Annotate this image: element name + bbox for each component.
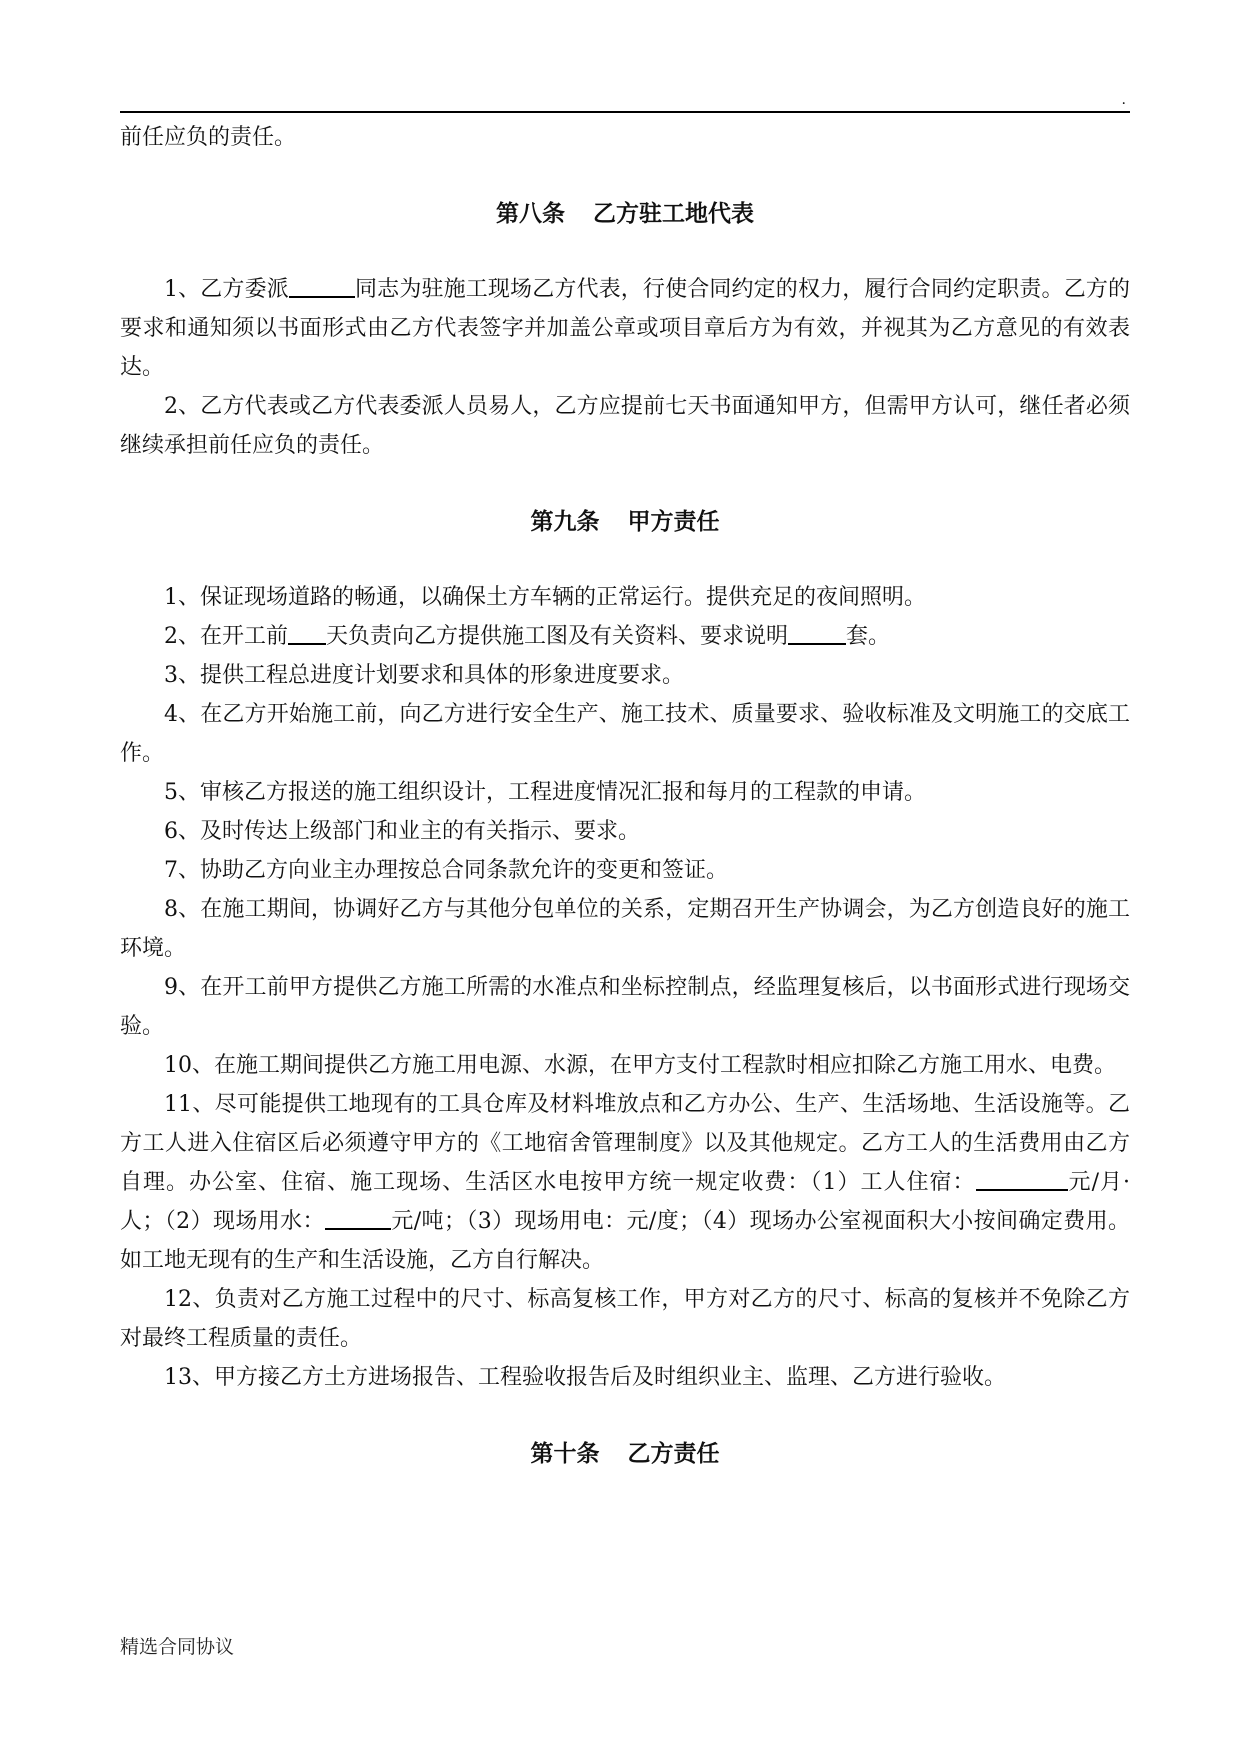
section-9-item-5: 5、审核乙方报送的施工组织设计，工程进度情况汇报和每月的工程款的申请。 — [164, 780, 926, 805]
header-rule — [120, 111, 1130, 113]
section-8-number: 第八条 — [496, 201, 565, 227]
section-9-item-11: 11、尽可能提供工地现有的工具仓库及材料堆放点和乙方办公、生产、生活场地、生活设施等。乙方工人进入住宿区后必须遵守甲方的《工地宿舍管理制度》以及其他规定。乙方工人的生活费用由乙方自理。办公室、住宿、施工现场、生活区水电按甲方统一规定收费：（1）工人住宿： 元/月·人；（2）现场用水： 元/吨；（3）现场用电：元/度；（4）现场办公室视面积大小按间确定费用。如工地无现有的生产和生活设施，乙方自行解决。 — [120, 1092, 1131, 1273]
section-9-item-4: 4、在乙方开始施工前，向乙方进行安全生产、施工技术、质量要求、验收标准及文明施工的交底工作。 — [120, 702, 1130, 766]
section-10-number: 第十条 — [530, 1441, 600, 1467]
section-10-heading: 乙方责任 — [627, 1441, 720, 1467]
section-8-item-2: 2、乙方代表或乙方代表委派人员易人，乙方应提前七天书面通知甲方，但需甲方认可，继任者必须继续承担前任应负的责任。 — [120, 394, 1130, 458]
document-page — [120, 0, 1130, 1754]
blank-days — [288, 621, 326, 645]
blank-lodging-fee — [976, 1167, 1068, 1191]
section-9-item-12: 12、负责对乙方施工过程中的尺寸、标高复核工作，甲方对乙方的尺寸、标高的复核并不免除乙方对最终工程质量的责任。 — [120, 1287, 1130, 1351]
section-8-item-1: 1、乙方委派 同志为驻施工现场乙方代表，行使合同约定的权力，履行合同约定职责。乙方的要求和通知须以书面形式由乙方代表签字并加盖公章或项目章后方为有效，并视其为乙方意见的有效表达。 — [120, 270, 1130, 387]
section-9-title — [120, 503, 1130, 542]
section-9-item-7: 7、协助乙方向业主办理按总合同条款允许的变更和签证。 — [164, 858, 728, 883]
section-9-item-9: 9、在开工前甲方提供乙方施工所需的水准点和坐标控制点，经监理复核后，以书面形式进行现场交验。 — [120, 975, 1130, 1039]
section-10-title — [120, 1435, 1130, 1474]
blank-water-fee — [325, 1206, 391, 1230]
document-body — [120, 118, 1130, 1474]
section-9-item-10: 10、在施工期间提供乙方施工用电源、水源，在甲方支付工程款时相应扣除乙方施工用水、电费。 — [164, 1053, 1116, 1078]
section-9-item-13: 13、甲方接乙方土方进场报告、工程验收报告后及时组织业主、监理、乙方进行验收。 — [164, 1365, 1006, 1390]
section-9-item-1: 1、保证现场道路的畅通，以确保土方车辆的正常运行。提供充足的夜间照明。 — [164, 585, 926, 610]
lead-paragraph: 前任应负的责任。 — [120, 125, 297, 150]
section-8-title — [120, 195, 1130, 234]
section-8-heading: 乙方驻工地代表 — [593, 201, 754, 227]
page-footer: 精选合同协议 — [120, 1636, 235, 1658]
section-9-item-8: 8、在施工期间，协调好乙方与其他分包单位的关系，定期召开生产协调会，为乙方创造良好的施工环境。 — [120, 897, 1130, 961]
section-9-number: 第九条 — [530, 509, 600, 535]
section-9-heading: 甲方责任 — [627, 509, 720, 535]
section-9-item-3: 3、提供工程总进度计划要求和具体的形象进度要求。 — [164, 663, 684, 688]
header-dot: . — [1121, 92, 1126, 108]
section-9-item-6: 6、及时传达上级部门和业主的有关指示、要求。 — [164, 819, 640, 844]
section-9-item-2: 2、在开工前 天负责向乙方提供施工图及有关资料、要求说明 套。 — [120, 617, 1130, 656]
blank-sets — [788, 621, 846, 645]
blank-representative-name — [289, 274, 355, 298]
